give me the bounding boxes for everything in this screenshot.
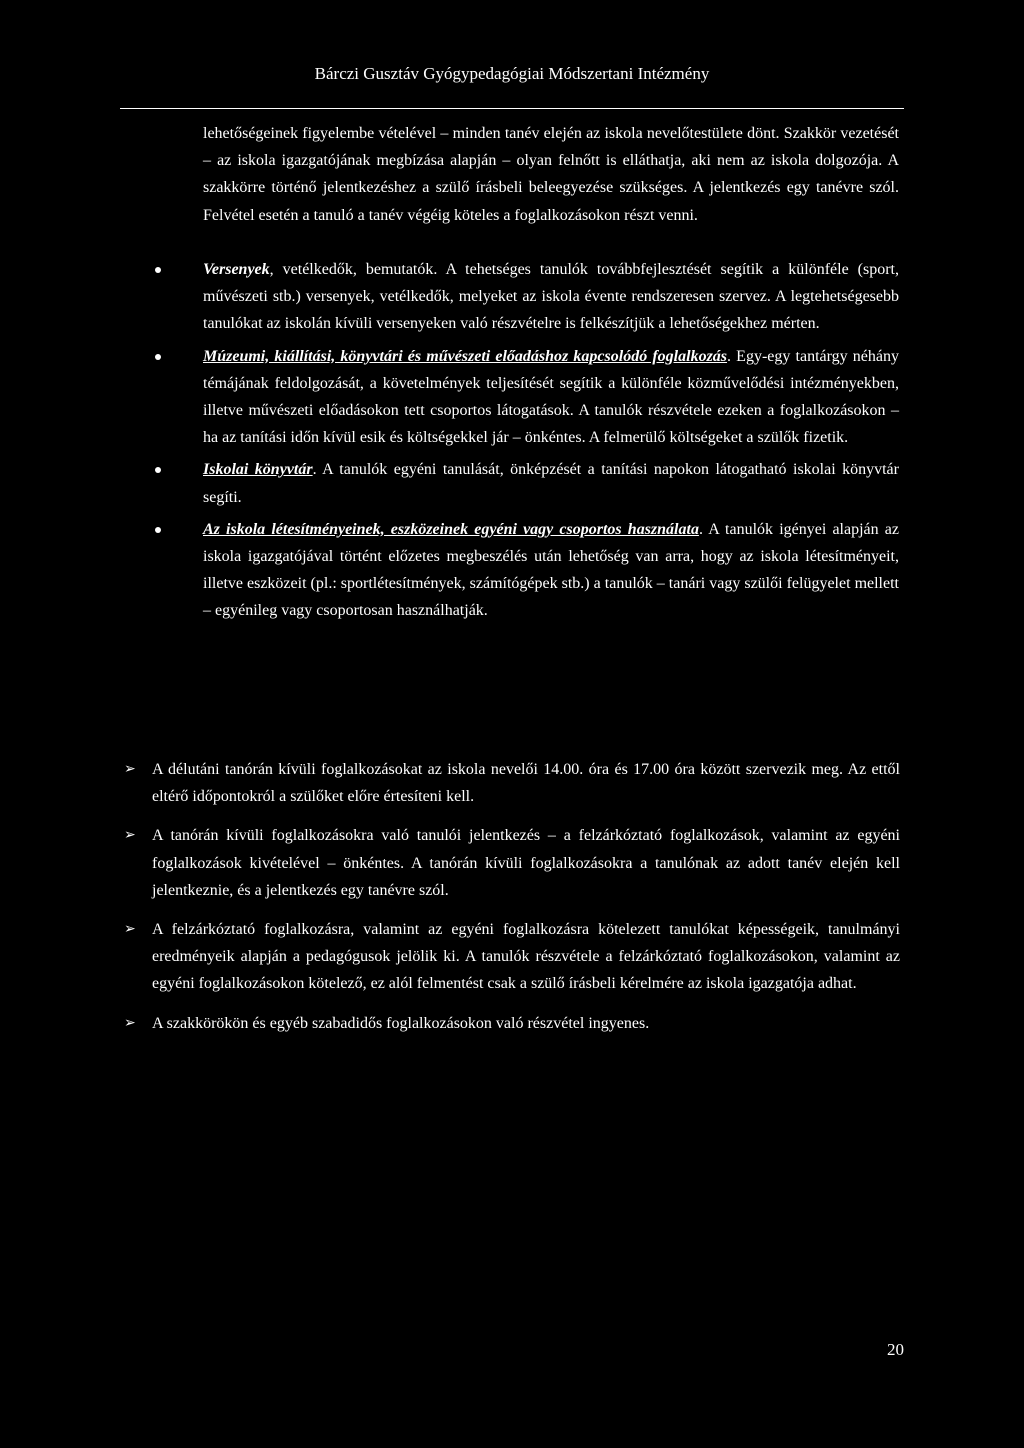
arrow-item [124,1010,900,1037]
arrow-item [124,756,900,810]
arrow-item [124,916,900,998]
bullet-dot-icon [155,354,161,360]
arrow-item [124,822,900,904]
arrow-item-text: A délutáni tanórán kívüli foglalkozásokat az iskola nevelői 14.00. óra és 17.00 óra között szervezik meg. Az ettől eltérő időpontokról a szülőket előre értesíteni kell. [152,761,900,806]
header-divider [120,108,904,109]
arrow-list [0,756,1024,1049]
page-number: 20 [887,1340,904,1359]
bullet-item-muzeumi [203,343,899,452]
arrowhead-bullet-icon: ➢ [124,1014,136,1031]
bullet-dot-icon [155,267,161,273]
arrow-item-text: A tanórán kívüli foglalkozásokra való tanulói jelentkezés – a felzárkóztató foglalkozások, valamint az egyéni foglalkozások kivételével – önkéntes. A tanórán kívüli foglalkozásokra a tanulónak az adott tanév elején kell jelentkeznie, és a jelentkezés egy tanévre szól. [152,827,900,899]
arrow-item-text: A szakkörökön és egyéb szabadidős foglalkozásokon való részvétel ingyenes. [152,1014,650,1032]
bullet-text: , vetélkedők, bemutatók. A tehetséges tanulók továbbfejlesztését segítik a különféle (sport, művészeti stb.) versenyek, vetélkedők, melyeket az iskola évente rendszeresen szervez. A legtehetségesebb tanulókat az iskolán kívüli versenyeken való részvételre is felkészítjük a lehetőségekhez mérten. [203,261,899,333]
arrowhead-bullet-icon: ➢ [124,921,136,938]
bullet-dot-icon [155,527,161,533]
bullet-title: Az iskola létesítményeinek, eszközeinek egyéni vagy csoportos használata [203,520,699,538]
bullet-dot-icon [155,467,161,473]
bullet-text: . Egy-egy tantárgy néhány témájának feldolgozását, a követelmények teljesítését segítik a különféle közművelődési intézményekben, illetve művészeti előadásokon tett csoportos látogatások. A tanulók részvétele ezeken a foglalkozásokon – ha az tanítási időn kívül esik és költségekkel jár – önkéntes. A felmerülő költségeket a szülők fizetik. [203,347,899,447]
bullet-item-letesitmenyek [203,516,899,625]
bullet-item-konyvtar [203,456,899,510]
bullet-text: . A tanulók egyéni tanulását, önképzését a tanítási napokon látogatható iskolai könyvtár segíti. [203,461,899,506]
bullet-title: Versenyek [203,261,270,278]
bullet-title: Iskolai könyvtár [203,461,313,479]
bullet-item-versenyek [203,256,899,338]
bullet-list [0,256,1024,630]
bullet-text: . A tanulók igényei alapján az iskola igazgatójával történt előzetes megbeszélés után lehetőség van arra, hogy az iskola létesítményeit, illetve eszközeit (pl.: sportlétesítmények, számítógépek stb.) a tanulók – tanári vagy szülői felügyelet mellett – egyénileg vagy csoportosan használhatják. [203,520,899,620]
arrowhead-bullet-icon: ➢ [124,761,136,777]
page-header-title: Bárczi Gusztáv Gyógypedagógiai Módszertani Intézmény [314,64,710,83]
arrow-item-text: A felzárkóztató foglalkozásra, valamint az egyéni foglalkozásra kötelezett tanulókat képességeik, tanulmányi eredményeik alapján a pedagógusok jelölik ki. A tanulók részvétele a felzárkóztató foglalkozásokon, valamint az egyéni foglalkozásokon kötelező, ez alól felmentést csak a szülő írásbeli kérelmére az iskola igazgatója adhat. [152,921,900,993]
bullet-title: Múzeumi, kiállítási, könyvtári és művészeti előadáshoz kapcsolódó foglalkozás [203,347,728,365]
continuation-paragraph: lehetőségeinek figyelembe vételével – minden tanév elején az iskola nevelőtestülete dönt. Szakkör vezetését – az iskola igazgatójának megbízása alapján – olyan felnőtt is elláthatja, aki nem az iskola dolgozója. A szakkörre történő jelentkezéshez a szülő írásbeli beleegyezése szükséges. A jelentkezés egy tanévre szól. Felvétel esetén a tanuló a tanév végéig köteles a foglalkozásokon részt venni. [203,125,899,224]
arrowhead-bullet-icon: ➢ [124,827,136,844]
